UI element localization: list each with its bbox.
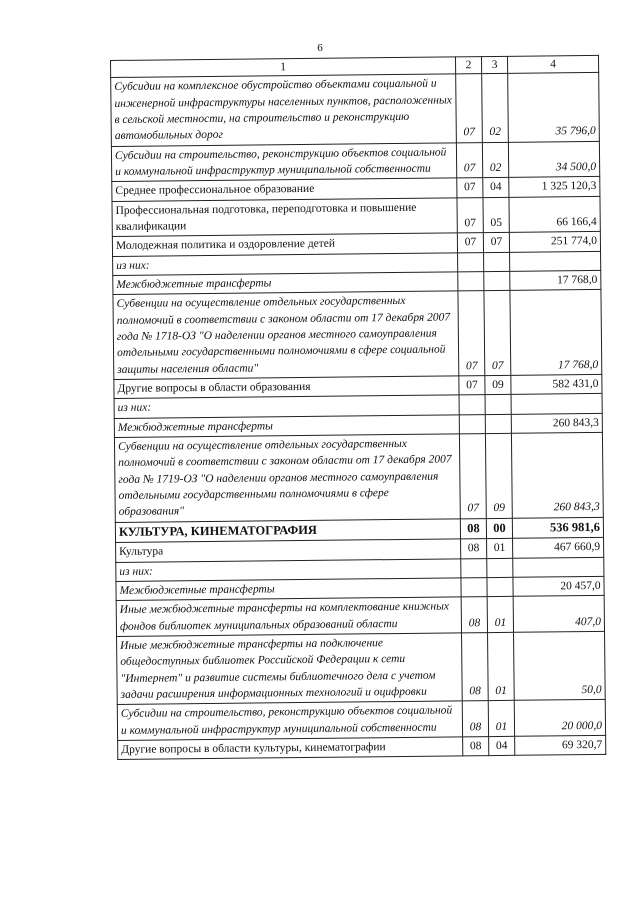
row-subsection-cell: 01 — [488, 701, 514, 737]
row-amount-cell: 35 796,0 — [508, 73, 600, 142]
row-section-cell: 07 — [457, 233, 483, 253]
row-subsection-cell: 05 — [483, 197, 509, 233]
row-amount-cell: 50,0 — [514, 631, 606, 700]
row-name-cell: Субвенции на осуществление отдельных государственных полномочий в соответствии с законом области от 17 декабря 2007 года № 1719-ОЗ "О наделении органов местного самоуправления отдельными государственными полномочиями в сфере образования" — [114, 434, 460, 522]
row-section-cell: 08 — [462, 701, 488, 737]
row-name-cell: Среднее профессиональное образование — [112, 178, 457, 201]
row-section-cell: 08 — [460, 518, 486, 539]
row-section-cell — [459, 414, 485, 434]
header-col-3: 3 — [481, 56, 507, 74]
row-subsection-cell — [484, 271, 510, 291]
row-subsection-cell: 04 — [489, 736, 515, 756]
row-name-cell: Другие вопросы в области культуры, кинематографии — [118, 737, 463, 760]
row-amount-cell: 536 981,6 — [512, 517, 603, 539]
row-section-cell — [459, 395, 485, 415]
row-amount-cell: 17 768,0 — [510, 270, 601, 290]
row-amount-cell: 20 457,0 — [513, 576, 604, 596]
row-subsection-cell: 04 — [483, 178, 509, 198]
row-name-cell: Субвенции на осуществление отдельных государственных полномочий в соответствии с законом области от 17 декабря 2007 года № 1718-ОЗ "О наделении органов местного самоуправления отдельными государственными полномочиями в сфере социальной защиты населения области" — [113, 291, 459, 379]
row-subsection-cell: 07 — [484, 291, 511, 376]
row-name-cell: Межбюджетные трансферты — [114, 414, 459, 437]
row-amount-cell: 69 320,7 — [515, 735, 606, 755]
row-amount-cell: 251 774,0 — [509, 232, 600, 252]
row-name-cell: Межбюджетные трансферты — [116, 578, 461, 601]
row-subsection-cell — [484, 252, 510, 272]
row-subsection-cell — [485, 414, 511, 434]
row-subsection-cell: 09 — [485, 433, 512, 518]
row-subsection-cell: 00 — [486, 518, 512, 539]
table-row — [112, 196, 600, 237]
row-section-cell: 08 — [463, 736, 489, 756]
table-row — [117, 631, 606, 704]
row-amount-cell: 34 500,0 — [508, 141, 599, 178]
row-subsection-cell: 07 — [483, 233, 509, 253]
row-amount-cell — [510, 251, 601, 271]
row-section-cell: 08 — [461, 597, 487, 633]
row-amount-cell: 260 843,3 — [511, 413, 602, 433]
header-col-4: 4 — [507, 55, 598, 73]
row-amount-cell: 66 166,4 — [509, 196, 600, 233]
row-name-cell: из них: — [114, 395, 459, 418]
row-section-cell: 07 — [459, 433, 486, 518]
row-name-cell: Межбюджетные трансферты — [113, 272, 458, 295]
table-row — [116, 596, 604, 637]
table-row — [111, 141, 599, 182]
row-section-cell: 07 — [457, 197, 483, 233]
page-number: 6 — [317, 42, 323, 54]
table-row — [114, 432, 603, 522]
row-section-cell — [461, 558, 487, 578]
table-body — [111, 73, 606, 760]
header-col-1: 1 — [111, 57, 456, 78]
table-row — [117, 700, 605, 741]
row-section-cell: 07 — [456, 142, 482, 178]
row-subsection-cell — [487, 558, 513, 578]
row-amount-cell: 582 431,0 — [511, 374, 602, 394]
row-section-cell: 08 — [462, 633, 489, 702]
row-name-cell: Другие вопросы в области образования — [114, 376, 459, 399]
row-amount-cell: 260 843,3 — [511, 432, 603, 518]
row-subsection-cell — [485, 395, 511, 415]
row-section-cell: 07 — [457, 178, 483, 198]
table-row — [118, 735, 606, 759]
row-subsection-cell — [487, 577, 513, 597]
row-subsection-cell: 02 — [482, 142, 508, 178]
row-section-cell: 08 — [461, 539, 487, 559]
row-name-cell: Иные межбюджетные трансферты на комплектование книжных фондов библиотек муниципальных образований области — [116, 597, 461, 636]
row-amount-cell: 467 660,9 — [513, 538, 604, 558]
row-subsection-cell: 02 — [482, 74, 509, 143]
row-section-cell: 07 — [459, 375, 485, 395]
row-name-cell: из них: — [116, 558, 461, 581]
row-amount-cell — [513, 557, 604, 577]
row-subsection-cell: 01 — [487, 597, 513, 633]
budget-table — [110, 55, 606, 760]
row-subsection-cell: 09 — [485, 375, 511, 395]
row-name-cell: Культура — [116, 539, 461, 562]
row-name-cell: Субсидии на строительство, реконструкцию объектов социальной и коммунальной инфраструктур муниципальной собственности — [111, 143, 456, 182]
row-section-cell: 07 — [456, 74, 483, 143]
table-row — [113, 290, 602, 380]
row-name-cell: Иные межбюджетные трансферты на подключение общедоступных библиотек Российской Федерации к сети "Интернет" и развитие системы библиотечного дела с учетом задачи расширения информационных технологий и оцифровки — [117, 633, 463, 705]
row-name-cell: КУЛЬТУРА, КИНЕМАТОГРАФИЯ — [115, 518, 460, 542]
row-name-cell: Субсидии на строительство, реконструкцию объектов социальной и коммунальной инфраструктур муниципальной собственности — [117, 701, 462, 740]
row-amount-cell: 17 768,0 — [510, 290, 602, 376]
row-section-cell — [461, 578, 487, 598]
row-amount-cell — [511, 394, 602, 414]
row-amount-cell: 20 000,0 — [514, 700, 605, 737]
row-name-cell: из них: — [113, 252, 458, 275]
row-name-cell: Молодежная политика и оздоровление детей — [112, 233, 457, 256]
row-amount-cell: 407,0 — [513, 596, 604, 633]
table-row — [111, 73, 600, 146]
header-col-2: 2 — [455, 57, 481, 75]
row-section-cell: 07 — [458, 291, 485, 376]
row-subsection-cell: 01 — [487, 539, 513, 559]
row-name-cell: Субсидии на комплексное обустройство объектами социальной и инженерной инфраструктуры населенных пунктов, расположенных в сельской местности, на строительство и реконструкцию автомобильных дорог — [111, 74, 457, 146]
row-subsection-cell: 01 — [488, 632, 515, 701]
row-name-cell: Профессиональная подготовка, переподготовка и повышение квалификации — [112, 197, 457, 236]
row-section-cell — [458, 272, 484, 292]
row-section-cell — [458, 252, 484, 272]
row-amount-cell: 1 325 120,3 — [509, 177, 600, 197]
